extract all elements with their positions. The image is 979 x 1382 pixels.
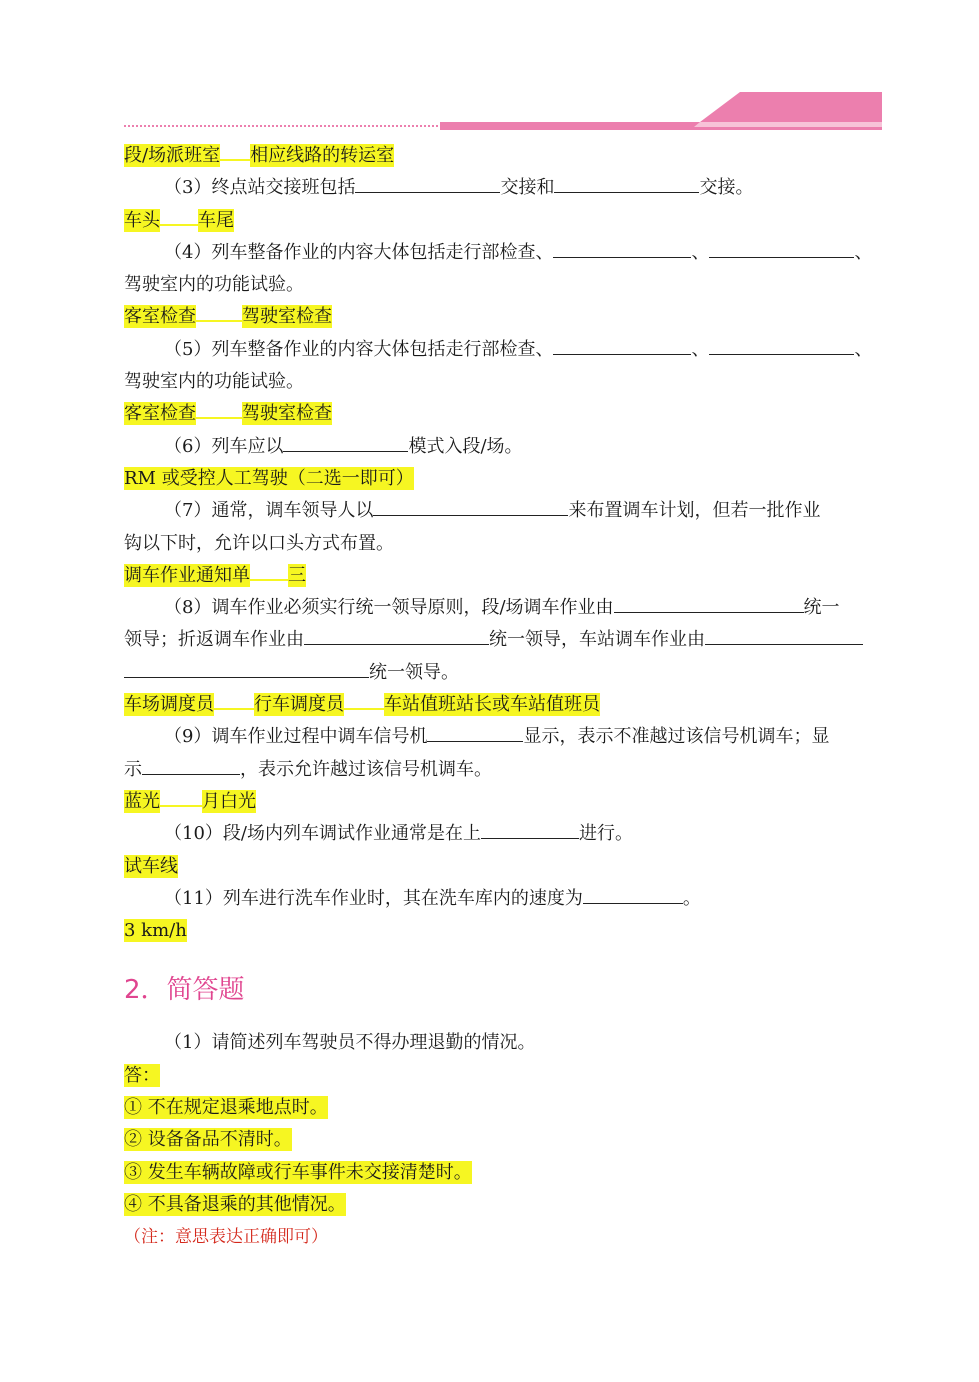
blank bbox=[373, 497, 568, 516]
answer-11: 3 km/h bbox=[124, 920, 187, 942]
short-question-1: （1）请简述列车驾驶员不得办理退勤的情况。 bbox=[164, 1032, 536, 1054]
blank bbox=[709, 239, 854, 258]
question-9: （9）调车作业过程中调车信号机 显示，表示不准越过该信号机调车；显 bbox=[124, 721, 884, 753]
question-4-cont: 驾驶室内的功能试验。 bbox=[124, 274, 304, 296]
blank bbox=[283, 433, 408, 452]
answer-10: 试车线 bbox=[124, 855, 178, 877]
question-6: （6）列车应以 模式入段/场。 bbox=[124, 431, 884, 463]
question-8: （8）调车作业必须实行统一领导原则，段/场调车作业由 统一 bbox=[124, 592, 884, 624]
answer-item: ② 设备备品不清时。 bbox=[124, 1129, 292, 1151]
answer-9: 蓝光 月白光 bbox=[124, 790, 256, 812]
question-8-cont2: 统一领导。 bbox=[124, 657, 884, 689]
answer-label: 答： bbox=[124, 1064, 160, 1086]
question-11: （11）列车进行洗车作业时，其在洗车库内的速度为 。 bbox=[124, 883, 884, 915]
question-9-cont: 示 ，表示允许越过该信号机调车。 bbox=[124, 754, 884, 786]
blank bbox=[583, 885, 683, 904]
answer-item: ① 不在规定退乘地点时。 bbox=[124, 1097, 328, 1119]
answer-6: RM 或受控人工驾驶（二选一即可） bbox=[124, 467, 414, 489]
blank bbox=[705, 626, 863, 645]
answer-item: ④ 不具备退乘的其他情况。 bbox=[124, 1193, 346, 1215]
blank bbox=[554, 174, 699, 193]
page-content bbox=[124, 140, 884, 1254]
blank bbox=[355, 174, 500, 193]
blank bbox=[481, 820, 579, 839]
answer-5: 客室检查 驾驶室检查 bbox=[124, 403, 332, 425]
answer-3: 车头 车尾 bbox=[124, 209, 234, 231]
blank bbox=[427, 723, 523, 742]
blank bbox=[553, 239, 691, 258]
answer-8: 车场调度员 行车调度员 车站值班站长或车站值班员 bbox=[124, 694, 600, 716]
answer-7: 调车作业通知单 三 bbox=[124, 564, 306, 586]
question-4: （4）列车整备作业的内容大体包括走行部检查、 、 、 bbox=[124, 237, 884, 269]
answer-note: （注：意思表达正确即可） bbox=[124, 1227, 328, 1248]
blank bbox=[142, 756, 240, 775]
blank bbox=[614, 594, 804, 613]
question-7-cont: 钩以下时，允许以口头方式布置。 bbox=[124, 532, 394, 554]
header-decoration bbox=[0, 0, 979, 140]
header-light-band bbox=[694, 122, 882, 127]
answer-text: 段/场派班室 bbox=[124, 145, 221, 166]
question-5: （5）列车整备作业的内容大体包括走行部检查、 、 、 bbox=[124, 334, 884, 366]
answer-text: 相应线路的转运室 bbox=[250, 145, 395, 166]
question-10: （10）段/场内列车调试作业通常是在上 进行。 bbox=[124, 818, 884, 850]
question-8-cont: 领导；折返调车作业由 统一领导，车站调车作业由 bbox=[124, 624, 884, 656]
question-5-cont: 驾驶室内的功能试验。 bbox=[124, 371, 304, 393]
question-7: （7）通常，调车领导人以 来布置调车计划，但若一批作业 bbox=[124, 495, 884, 527]
answer-line-2 bbox=[124, 140, 884, 172]
answer-item: ③ 发生车辆故障或行车事件未交接清楚时。 bbox=[124, 1161, 472, 1183]
blank bbox=[304, 626, 489, 645]
question-3: （3）终点站交接班包括 交接和 交接。 bbox=[124, 172, 884, 204]
answer-4: 客室检查 驾驶室检查 bbox=[124, 306, 332, 328]
blank bbox=[124, 659, 369, 678]
blank bbox=[553, 336, 691, 355]
section-title: 2．简答题 bbox=[124, 975, 245, 1006]
blank bbox=[709, 336, 854, 355]
